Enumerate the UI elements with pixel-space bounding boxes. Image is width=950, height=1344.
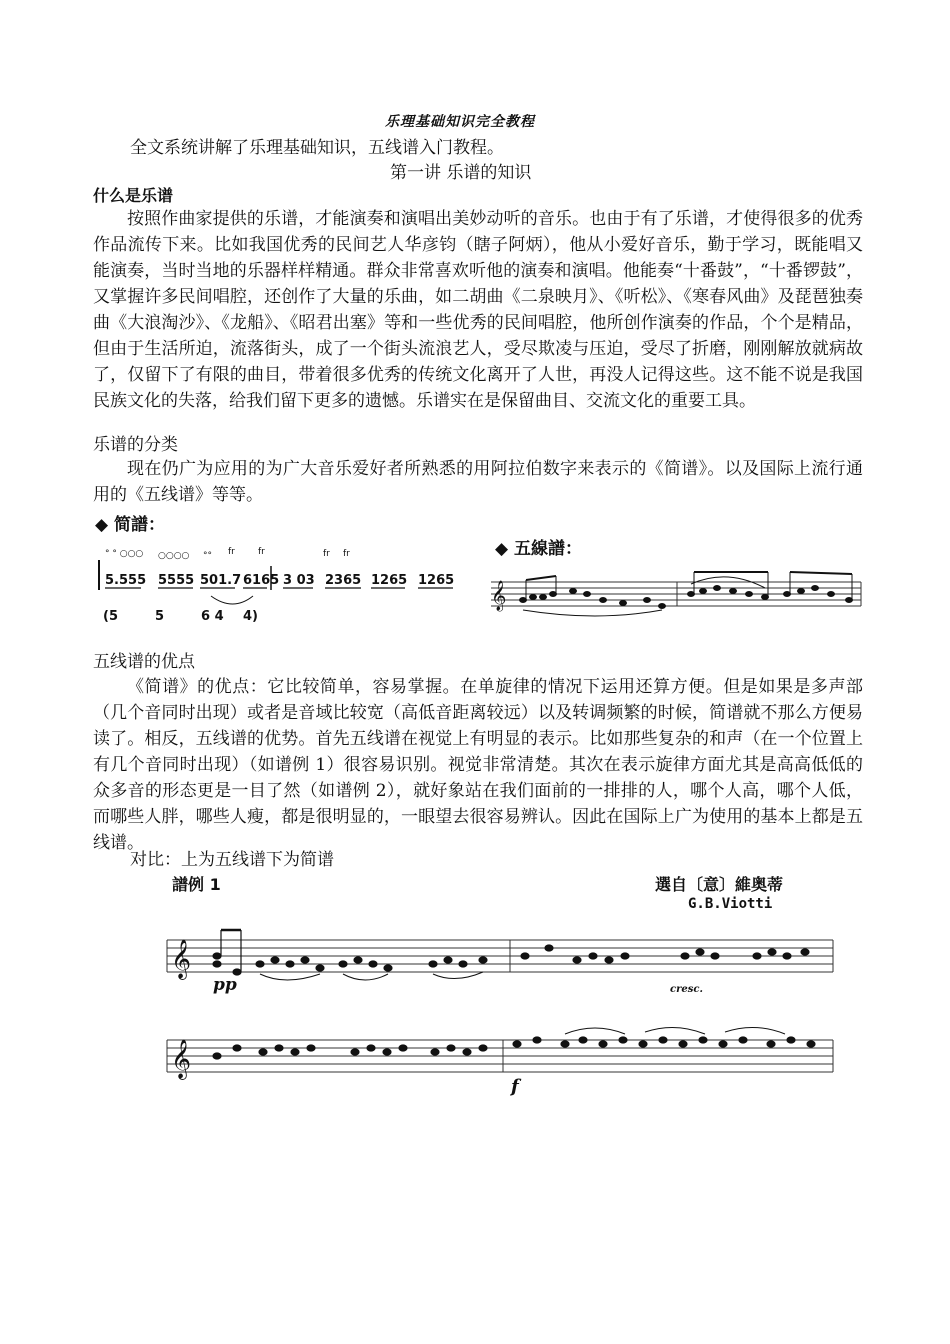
svg-text:𝄞: 𝄞 [171, 939, 192, 979]
jianpu-example [93, 540, 468, 635]
dynamic-cresc: cresc. [670, 984, 703, 995]
svg-text:fr: fr [323, 549, 330, 559]
score-example-staff [165, 912, 837, 1097]
svg-text:𝄞: 𝄞 [171, 1039, 192, 1079]
dynamic-pp: pp [213, 975, 237, 995]
svg-text:° ° ○○○: ° ° ○○○ [105, 549, 144, 559]
section-heading-what-is-score: 什么是乐谱 [93, 186, 174, 205]
score-source: 選自〔意〕維奥蒂 [655, 875, 784, 894]
svg-text:○○○○: ○○○○ [158, 551, 190, 561]
svg-text:°°: °° [203, 551, 212, 561]
paragraph-text: 按照作曲家提供的乐谱，才能演奏和演唱出美妙动听的音乐。也由于有了乐谱，才使得很多的优秀作品流传下来。比如我国优秀的民间艺人华彦钧（瞎子阿炳），他从小爱好音乐，勤于学习，既能唱又能演奏，当时当地的乐器样样精通。群众非常喜欢听他的演奏和演唱。他能奏“十番鼓”，“十番锣鼓”，又掌握许多民间唱腔，还创作了大量的乐曲，如二胡曲《二泉映月》、《听松》、《寒春风曲》及琵琶独奏曲《大浪淘沙》、《龙船》、《昭君出塞》等和一些优秀的民间唱腔，他所创作演奏的作品，个个是精品，但由于生活所迫，流落街头，成了一个街头流浪艺人，受尽欺凌与压迫，受尽了折磨，刚刚解放就病故了，仅留下了有限的曲目，带着很多优秀的传统文化离开了人世，再没人记得这些。这不能不说是我国民族文化的失落，给我们留下更多的遗憾。乐谱实在是保留曲目、交流文化的重要工具。 [93, 209, 863, 411]
jianpu-bass-note: (5 [103, 609, 118, 624]
section-paragraph-what-is-score [93, 206, 863, 414]
dynamic-f: f [511, 1076, 519, 1097]
section-heading-score-types: 乐谱的分类 [93, 435, 178, 455]
section-heading-staff-advantages: 五线谱的优点 [93, 652, 195, 672]
lecture-heading: 第一讲 乐谱的知识 [390, 163, 532, 183]
jianpu-bass-note: 6 4 [201, 609, 224, 624]
jianpu-note-group: 5555 [158, 573, 195, 588]
svg-text:fr: fr [258, 547, 265, 557]
score-example-label: 譜例 1 [172, 875, 221, 894]
wuxianpu-label: ◆ 五線譜： [495, 539, 582, 559]
jianpu-note-group: 1265 [418, 573, 455, 588]
paragraph-text: 现在仍广为应用的为广大音乐爱好者所熟悉的用阿拉伯数字来表示的《简谱》。以及国际上流行通用的《五线谱》等等。 [93, 459, 863, 505]
jianpu-note-group: 2365 [325, 573, 362, 588]
jianpu-bass-note: 4) [243, 609, 258, 624]
jianpu-note-group: 6165 [243, 573, 280, 588]
svg-text:fr: fr [228, 547, 235, 557]
wuxianpu-example [487, 560, 865, 628]
comparison-note: 对比：上为五线谱下为简谱 [130, 850, 334, 870]
paragraph-text: 《简谱》的优点：它比较简单，容易掌握。在单旋律的情况下运用还算方便。但是如果是多声部（几个音同时出现）或者是音域比较宽（高低音距离较远）以及转调频繁的时候，简谱就不那么方便易读了。相反，五线谱的优势。首先五线谱在视觉上有明显的表示。比如那些复杂的和声（在一个位置上有几个音同时出现）（如谱例 1）很容易识别。视觉非常清楚。其次在表示旋律方面尤其是高高低低的众多音的形态更是一目了然（如谱例 2），就好象站在我们面前的一排排的人，哪个人高，哪个人低，而哪些人胖，哪些人瘦，都是很明显的，一眼望去很容易辨认。因此在国际上广为使用的基本上都是五线谱。 [93, 677, 863, 853]
document-title: 乐理基础知识完全教程 [385, 114, 535, 130]
jianpu-note-group: 1265 [371, 573, 408, 588]
svg-text:fr: fr [343, 549, 350, 559]
jianpu-note-group: 3 03 [283, 573, 315, 588]
svg-text:𝄞: 𝄞 [491, 581, 507, 611]
jianpu-bass-note: 5 [155, 609, 165, 624]
jianpu-label: ◆ 简譜： [95, 515, 165, 535]
section-paragraph-staff-advantages [93, 674, 863, 856]
jianpu-note-group: 5.555 [105, 573, 147, 588]
intro-text: 全文系统讲解了乐理基础知识，五线谱入门教程。 [130, 138, 504, 158]
jianpu-note-group: 501.7 [200, 573, 242, 588]
section-paragraph-score-types [93, 456, 863, 508]
composer-name: G.B.Viotti [688, 896, 773, 912]
